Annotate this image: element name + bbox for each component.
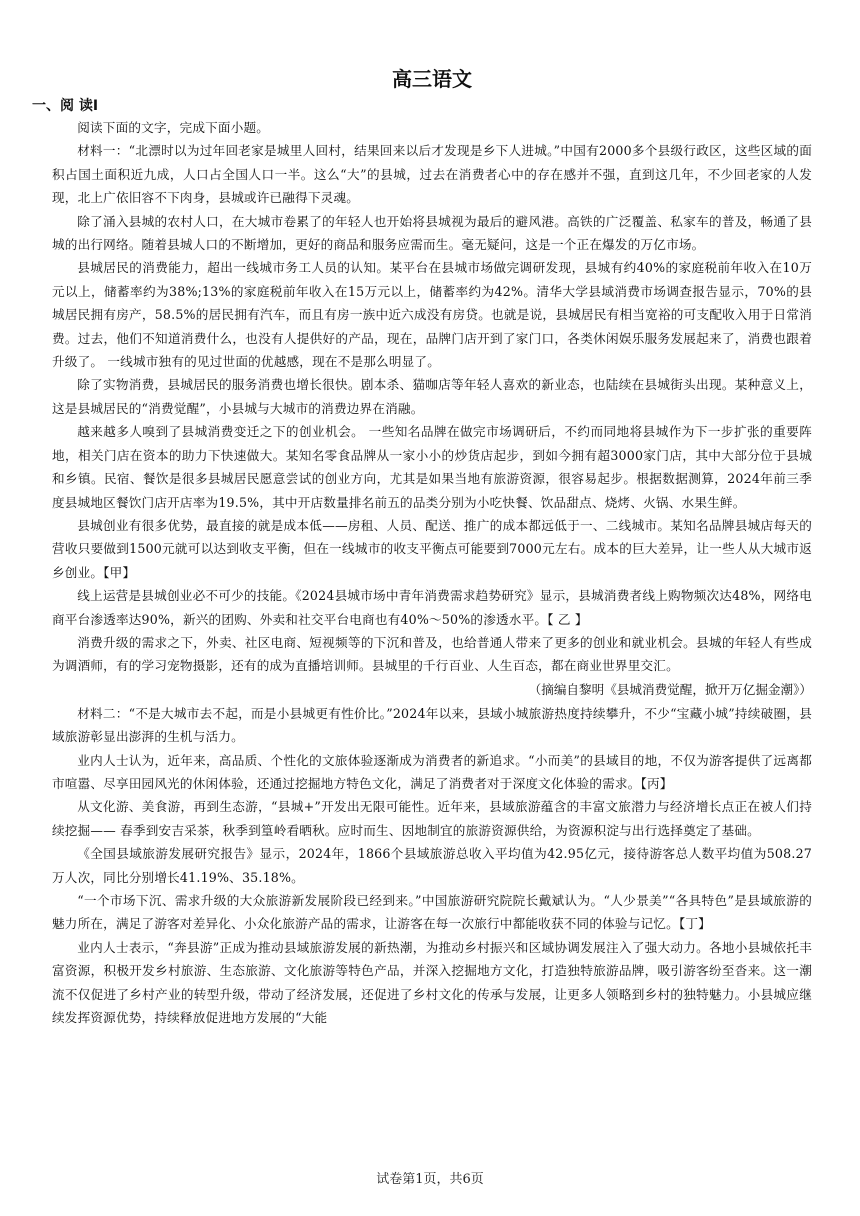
source-citation: （摘编自黎明《县城消费觉醒，掀开万亿掘金潮》） bbox=[528, 681, 812, 697]
paragraph: 除了涌入县城的农村人口，在大城市卷累了的年轻人也开始将县城视为最后的避风港。高铁的广泛覆盖、私家车的普及，畅通了县城的出行网络。随着县城人口的不断增加，更好的商品和服务应需而生。毫无疑问，这是一个正在爆发的万亿市场。 bbox=[52, 213, 812, 253]
paragraph: “一个市场下沉、需求升级的大众旅游新发展阶段已经到来。”中国旅游研究院院长戴斌认为。“人少景美”“各具特色”是县域旅游的魅力所在，满足了游客对差异化、小众化旅游产品的需求，让游客在每一次旅行中都能收获不同的体验与记忆。【丁】 bbox=[52, 893, 812, 932]
paragraph: 从文化游、美食游，再到生态游，“县城+”开发出无限可能性。近年来，县域旅游蕴含的丰富文旅潜力与经济增长点正在被人们持续挖掘—— 春季到安吉采茶，秋季到篁岭看晒秋。应时而生、因地制宜的旅游资源供给，为资源积淀与出行选择奠定了基础。 bbox=[52, 799, 812, 838]
section-heading: 一、阅 读I bbox=[32, 98, 99, 114]
paragraph: 《全国县域旅游发展研究报告》显示，2024年，1866个县域旅游总收入平均值为42.95亿元，接待游客总人数平均值为508.27万人次，同比分别增长41.19%、35.18%。 bbox=[52, 846, 812, 885]
paragraph: 业内人士认为，近年来，高品质、个性化的文旅体验逐渐成为消费者的新追求。“小而美”的县域目的地，不仅为游客提供了远离都市喧嚣、尽享田园风光的休闲体验，还通过挖掘地方特色文化，满足了消费者对于深度文化体验的需求。【丙】 bbox=[52, 752, 812, 791]
paragraph: 线上运营是县城创业必不可少的技能。《2024县城市场中青年消费需求趋势研究》显示，县城消费者线上购物频次达48%，网络电商平台渗透率达90%，新兴的团购、外卖和社交平台电商也有40%～50%的渗透水平。【 乙 】 bbox=[52, 588, 812, 627]
paragraph: 消费升级的需求之下，外卖、社区电商、短视频等的下沉和普及，也给普通人带来了更多的创业和就业机会。县城的年轻人有些成为调酒师，有的学习宠物摄影，还有的成为直播培训师。县城里的千行百业、人生百态，都在商业世界里交汇。 bbox=[52, 634, 812, 674]
paragraph: 阅读下面的文字，完成下面小题。 bbox=[77, 120, 270, 135]
paragraph: 材料二：“不是大城市去不起，而是小县城更有性价比。”2024年以来，县域小城旅游热度持续攀升，不少“宝藏小城”持续破圈，县域旅游彰显出澎湃的生机与活力。 bbox=[52, 705, 812, 745]
page-footer: 试卷第1页，共6页 bbox=[376, 1172, 484, 1187]
paragraph: 越来越多人嗅到了县城消费变迁之下的创业机会。 一些知名品牌在做完市场调研后，不约而同地将县城作为下一步扩张的重要阵地，相关门店在资本的助力下快速做大。某知名零食品牌从一家小小的炒货店起步，到如今拥有超3000家门店，其中大部分位于县城和乡镇。民宿、餐饮是很多县城居民愿意尝试的创业方向，尤其是如果当地有旅游资源，很容易起步。根据数据测算，2024年前三季度县城地区餐饮门店开店率为19.5%，其中开店数量排名前五的品类分别为小吃快餐、饮品甜点、烧烤、火锅、水果生鲜。 bbox=[52, 424, 812, 510]
page-title: 高三语文 bbox=[392, 67, 472, 91]
paragraph: 业内人士表示，“奔县游”正成为推动县域旅游发展的新热潮，为推动乡村振兴和区域协调发展注入了强大动力。各地小县城依托丰富资源，积极开发乡村旅游、生态旅游、文化旅游等特色产品，并深入挖掘地方文化，打造独特旅游品牌，吸引游客纷至沓来。这一潮流不仅促进了乡村产业的转型升级，带动了经济发展，还促进了乡村文化的传承与发展，让更多人领略到乡村的独特魅力。小县城应继续发挥资源优势，持续释放促进地方发展的“大能 bbox=[52, 939, 812, 1026]
paragraph: 县城居民的消费能力，超出一线城市务工人员的认知。某平台在县城市场做完调研发现，县城有约40%的家庭税前年收入在10万元以上，储蓄率约为38%;13%的家庭税前年收入在15万元以上，储蓄率约为42%。清华大学县域消费市场调查报告显示，70%的县城居民拥有房产，58.5%的居民拥有汽车，而且有房一族中近六成没有房贷。也就是说，县城居民有相当宽裕的可支配收入用于日常消费。过去，他们不知道消费什么，也没有人提供好的产品，现在，品牌门店开到了家门口，各类休闲娱乐服务发展起来了，消费也跟着升级了。 一线城市独有的见过世面的优越感，现在不是那么明显了。 bbox=[52, 260, 812, 370]
paragraph: 除了实物消费，县城居民的服务消费也增长很快。剧本杀、猫咖店等年轻人喜欢的新业态，也陆续在县城街头出现。某种意义上，这是县城居民的“消费觉醒”，小县城与大城市的消费边界在消融。 bbox=[52, 377, 812, 416]
paragraph: 材料一：“北漂时以为过年回老家是城里人回村，结果回来以后才发现是乡下人进城。”中国有2000多个县级行政区，这些区域的面积占国土面积近九成，人口占全国人口一半。这么“大”的县城，过去在消费者心中的存在感并不强，直到这几年，不少回老家的人发现，北上广依旧容不下肉身，县城或许已融得下灵魂。 bbox=[52, 143, 812, 206]
document-page bbox=[32, 0, 812, 1029]
paragraph: 县城创业有很多优势，最直接的就是成本低——房租、人员、配送、推广的成本都远低于一、二线城市。某知名品牌县城店每天的营收只要做到1500元就可以达到收支平衡，但在一线城市的收支平衡点可能要到7000元左右。成本的巨大差异，让一些人从大城市返乡创业。【甲】 bbox=[52, 517, 812, 580]
